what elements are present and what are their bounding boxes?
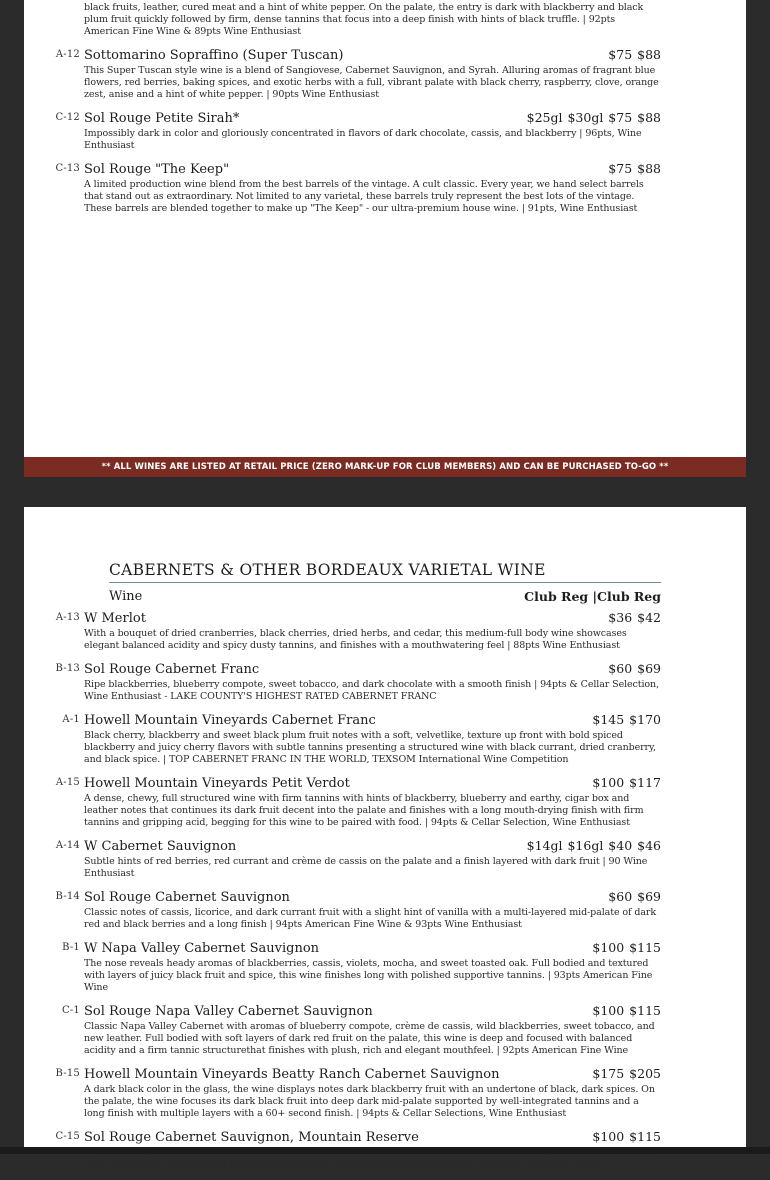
- wine-entry: [55, 775, 661, 829]
- wine-description: The nose reveals heady aromas of blackberries, cassis, violets, mocha, and sweet toasted oak. Full bodied and textured with layers of juicy black fruit and spice, this wine finishes long with polished supportive tannins. | 93pts American Fine Wine: [84, 958, 653, 993]
- wine-entry: [55, 110, 661, 152]
- wine-prices: $145 $170: [592, 712, 661, 727]
- menu-page-2: [24, 507, 746, 1170]
- wine-prices: $100 $117: [592, 775, 661, 790]
- wine-name: Sol Rouge Cabernet Franc: [84, 662, 260, 677]
- wine-code: B-13: [55, 663, 80, 674]
- viewer-bottom-edge: [0, 1147, 770, 1154]
- wine-description: Classic notes of cassis, licorice, and dark currant fruit with a slight hint of vanilla with a multi-layered mid-palate of dark red and black berries and a long finish | 94pts American Fine Wine & 93pts Wine Enthusiast: [84, 907, 656, 930]
- wine-entry: [55, 661, 661, 703]
- wine-prices: $36 $42: [608, 610, 661, 625]
- wine-description: Impossibly dark in color and gloriously concentrated in flavors of dark chocolate, cassis, and blackberry | 96pts, Wine Enthusiast: [84, 128, 642, 151]
- wine-code: C-1: [62, 1005, 80, 1016]
- retail-price-footer: ** ALL WINES ARE LISTED AT RETAIL PRICE (ZERO MARK-UP FOR CLUB MEMBERS) AND CAN BE PURCHASED TO-GO **: [24, 457, 746, 477]
- wine-prices: $100 $115: [592, 1003, 661, 1018]
- wine-entry: [55, 889, 661, 931]
- wine-name: Sol Rouge Cabernet Sauvignon: [84, 890, 290, 905]
- title-divider: [109, 582, 661, 583]
- wine-description: A limited production wine blend from the best barrels of the vintage. A cult classic. Every year, we hand select barrels that stand out as extraordinary. Not limited to any varietal, these barrels truly represent the best lots of the vintage. These barrels are blended together to make up "The Keep" - our ultra-premium house wine. | 91pts, Wine Enthusiast: [84, 179, 644, 214]
- wine-code: C-13: [55, 163, 80, 174]
- wine-name: W Napa Valley Cabernet Sauvignon: [84, 941, 320, 956]
- wine-prices: $60 $69: [608, 661, 661, 676]
- wine-prices: $60 $69: [608, 889, 661, 904]
- wine-code: A-12: [55, 49, 80, 60]
- wine-description: black fruits, leather, cured meat and a hint of white pepper. On the palate, the entry is dark with blackberry and black plum fruit quickly followed by firm, dense tannins that focus into a deep finish with hints of black truffle. | 92pts American Fine Wine & 89pts Wine Enthusiast: [84, 2, 644, 37]
- wine-code: C-15: [55, 1131, 80, 1142]
- wine-name: Sottomarino Sopraffino (Super Tuscan): [84, 48, 344, 63]
- wine-entry: [55, 838, 661, 880]
- wine-entry: [62, 712, 661, 766]
- wine-code: A-1: [62, 714, 80, 725]
- menu-page-1: [24, 0, 746, 477]
- column-header-prices: Club Reg |Club Reg: [524, 589, 661, 604]
- wine-name: Sol Rouge Petite Sirah*: [84, 111, 240, 126]
- wine-entry: [55, 161, 661, 215]
- wine-prices: $14gl $16gl $40 $46: [526, 838, 661, 853]
- wine-name: Sol Rouge Napa Valley Cabernet Sauvignon: [84, 1004, 373, 1019]
- wine-code: B-15: [55, 1068, 80, 1079]
- column-header: [109, 589, 661, 604]
- wine-name: Howell Mountain Vineyards Cabernet Franc: [84, 713, 376, 728]
- wine-name: W Cabernet Sauvignon: [84, 839, 237, 854]
- wine-description: This Super Tuscan style wine is a blend of Sangiovese, Cabernet Sauvignon, and Syrah. Alluring aromas of fragrant blue flowers, red berries, baking spices, and exotic herbs with a full, vibrant palate with black cherry, raspberry, clove, orange zest, anise and a hint of white pepper. | 90pts Wine Enthusiast: [84, 65, 659, 100]
- wine-code: A-15: [55, 777, 80, 788]
- wine-description: Classic Napa Valley Cabernet with aromas of blueberry compote, crème de cassis, wild blackberries, sweet tobacco, and new leather. Full bodied with soft layers of dark red fruit on the palate, this wine is deep and focused with balanced acidity and a firm tannic structurethat finishes with plush, rich and elegant mouthfeel. | 92pts American Fine Wine: [84, 1021, 655, 1056]
- wine-name: W Merlot: [84, 611, 146, 626]
- wine-code: B-1: [62, 942, 80, 953]
- page2-content: [55, 610, 661, 1180]
- page1-content: [55, 0, 661, 224]
- section-title: CABERNETS & OTHER BORDEAUX VARIETAL WINE: [109, 561, 546, 579]
- wine-description: Black cherry, blackberry and sweet black plum fruit notes with a soft, velvetlike, texture up front with bold spiced blackberry and juicy cherry flavors with subtle tannins presenting a structured wine with black currant, dried cranberry, and black spice. | TOP CABERNET FRANC IN THE WORLD, TEXSOM International Wine Competition: [84, 730, 656, 765]
- wine-entry: [55, 1066, 661, 1120]
- wine-description: A dense, chewy, full structured wine with firm tannins with hints of blackberry, blueberry and earthy, cigar box and leather notes that continues its dark fruit decent into the palate and finishes with a long mouth-drying finish with firm tannins and gripping acid, begging for this wine to be paired with food. | 94pts & Cellar Selection, Wine Enthusiast: [84, 793, 644, 828]
- wine-name: Sol Rouge "The Keep": [84, 162, 230, 177]
- wine-name: Howell Mountain Vineyards Beatty Ranch Cabernet Sauvignon: [84, 1067, 500, 1082]
- wine-entry: [55, 47, 661, 101]
- wine-description: both world-class winegrowing regions located in the Mayacamas Mountain Range. Drinking well now. | 98pts: [84, 1159, 602, 1170]
- wine-prices: $75 $88: [608, 161, 661, 176]
- wine-description: A dark black color in the glass, the wine displays notes dark blackberry fruit with an undertone of black, dark spices. On the palate, the wine focuses its dark black fruit into deep dark mid-palate supported by well-integrated tannins and a long finish with multiple layers with a 60+ second finish. | 94pts & Cellar Selections, Wine Enthusiast: [84, 1084, 655, 1119]
- wine-description: With a bouquet of dried cranberries, black cherries, dried herbs, and cedar, this medium-full body wine showcases elegant balanced acidity and spicy dusty tannins, and finishes with a mouthwatering feel | 88pts Wine Enthusiast: [84, 628, 627, 651]
- wine-prices: $100 $115: [592, 940, 661, 955]
- wine-name: Sol Rouge Cabernet Sauvignon, Mountain Reserve: [84, 1130, 419, 1145]
- wine-description: Ripe blackberries, blueberry compote, sweet tobacco, and dark chocolate with a smooth finish | 94pts & Cellar Selection, Wine Enthusiast - LAKE COUNTY'S HIGHEST RATED CABERNET FRANC: [84, 679, 659, 702]
- wine-code: B-14: [55, 891, 80, 902]
- wine-description: Subtle hints of red berries, red currant and crème de cassis on the palate and a finish layered with dark fruit | 90 Wine Enthusiast: [84, 856, 648, 879]
- wine-code: A-14: [55, 840, 80, 851]
- wine-entry: [62, 940, 661, 994]
- column-header-wine: Wine: [109, 589, 143, 604]
- wine-entry-partial: [84, 0, 661, 38]
- wine-code: C-12: [55, 112, 80, 123]
- wine-entry: [55, 610, 661, 652]
- wine-entry: [62, 1003, 661, 1057]
- wine-prices: $75 $88: [608, 47, 661, 62]
- wine-prices: $175 $205: [592, 1066, 661, 1081]
- wine-prices: $100 $115: [592, 1129, 661, 1144]
- wine-prices: $25gl $30gl $75 $88: [526, 110, 661, 125]
- wine-code: A-13: [55, 612, 80, 623]
- wine-name: Howell Mountain Vineyards Petit Verdot: [84, 776, 350, 791]
